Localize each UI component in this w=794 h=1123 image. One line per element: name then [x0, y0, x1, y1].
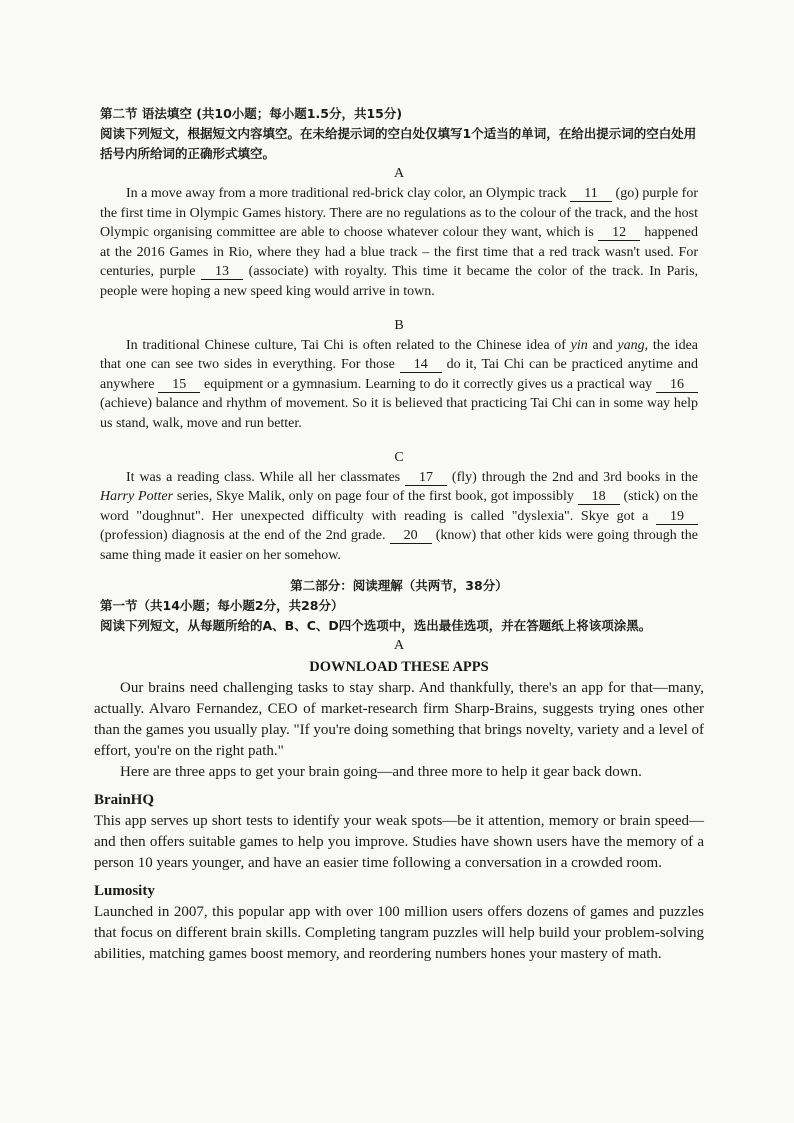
passage-c-text: (profession) diagnosis at the end of the 2nd grade.: [100, 528, 390, 544]
book-title: Harry Potter: [100, 489, 174, 505]
blank-13: 13: [201, 264, 243, 280]
blank-17: 17: [405, 470, 447, 486]
passage-b-letter: B: [394, 317, 404, 333]
passage-c-text: (know) that other kids were going through the same thing made it easier on her somehow.: [100, 528, 698, 563]
app1-description: This app serves up short tests to identify your weak spots—be it attention, memory or brain speed—and then offers suitable games to help you improve. Studies have shown users have the memory of a person 10 years younger, and have an easier time following a conversation in a crowded room.: [94, 812, 704, 871]
passage-b-text: (achieve) balance and rhythm of movement. So it is believed that practicing Tai Chi can in some way help us stand, walk, move and run better.: [100, 396, 698, 431]
passage-b-text: equipment or a gymnasium. Learning to do it correctly gives us a practical way: [200, 376, 656, 392]
app1-name: BrainHQ: [94, 791, 155, 808]
part2-header: 第二部分：阅读理解（共两节，38分）: [290, 577, 508, 593]
passage-b-text: , the idea that one can see two sides in everything. For those: [100, 337, 698, 373]
blank-19: 19: [656, 509, 698, 525]
passage-a: [100, 184, 698, 302]
exam-content: [94, 104, 704, 965]
section1-header: 第一节（共14小题；每小题2分，共28分）: [100, 597, 344, 613]
reading-paragraph-1: Our brains need challenging tasks to stay sharp. And thankfully, there's an app for that—many, actually. Alvaro Fernandez, CEO of market-research firm Sharp-Brains, suggests trying ones other than the games you usually play. "If you're doing something that brings novelty, variety and a level of effort, you're on the right path.": [94, 679, 704, 759]
reading-a-letter: A: [393, 637, 405, 653]
passage-a-letter: A: [393, 166, 405, 181]
blank-18: 18: [578, 489, 620, 505]
passage-a-text: (associate) with royalty. This time it became the color of the track. In Paris, people were hoping a new speed king would arrive in town.: [100, 264, 699, 299]
passage-b-text: and: [587, 337, 618, 353]
passage-a-text: (go) purple for the first time in Olympic Games history. There are no regulations as to the colour of the track, and the host Olympic organising committee are able to choose whatever colour they want, which is: [100, 186, 699, 241]
passage-a-text: In a move away from a more traditional red-brick clay color, an Olympic track: [126, 186, 571, 201]
blank-11: 11: [570, 186, 612, 202]
passage-a-text: happened at the 2016 Games in Rio, where they had a blue track – the first time that a red track wasn't used. For centuries, purple: [100, 225, 698, 280]
app2-name: Lumosity: [94, 882, 155, 899]
section1-instructions: 阅读下列短文，从每题所给的A、B、C、D四个选项中，选出最佳选项，并在答题纸上将该项涂黑。: [100, 617, 652, 633]
yang-term: yang: [617, 337, 645, 353]
passage-b: [100, 336, 698, 434]
blank-16: 16: [656, 377, 698, 393]
reading-body: [94, 678, 704, 965]
reading-paragraph-2: Here are three apps to get your brain going—and three more to help it gear back down.: [120, 763, 642, 780]
blank-15: 15: [158, 377, 200, 393]
app2-description: Launched in 2007, this popular app with over 100 million users offers dozens of games and puzzles that focus on different brain skills. Completing tangram puzzles will help build your problem-solving abilities, matching games boost memory, and reordering numbers hones your mastery of math.: [94, 903, 704, 962]
blank-20: 20: [390, 528, 432, 544]
yin-term: yin: [570, 337, 588, 353]
passage-c-text: It was a reading class. While all her classmates: [126, 469, 406, 485]
reading-title: DOWNLOAD THESE APPS: [309, 658, 489, 675]
blank-14: 14: [400, 357, 442, 373]
passage-b-text: do it, Tai Chi can be practiced anytime and anywhere: [100, 357, 698, 392]
passage-c: [100, 468, 698, 566]
passage-c-text: series, Skye Malik, only on page four of the first book, got impossibly: [173, 489, 578, 505]
passage-b-text: In traditional Chinese culture, Tai Chi is often related to the Chinese idea of: [126, 337, 571, 353]
passage-c-text: (stick) on the word "doughnut". Her unexpected difficulty with reading is called "dyslexia". Skye got a: [100, 489, 699, 524]
passage-c-text: (fly) through the 2nd and 3rd books in the: [447, 469, 698, 485]
section2-header: 第二节 语法填空 (共10小题；每小题1.5分，共15分): [100, 106, 403, 121]
passage-c-letter: C: [394, 449, 404, 465]
blank-12: 12: [598, 225, 640, 241]
section2-instructions: 阅读下列短文，根据短文内容填空。在未给提示词的空白处仅填写1个适当的单词，在给出提示词的空白处用括号内所给词的正确形式填空。: [100, 126, 697, 161]
